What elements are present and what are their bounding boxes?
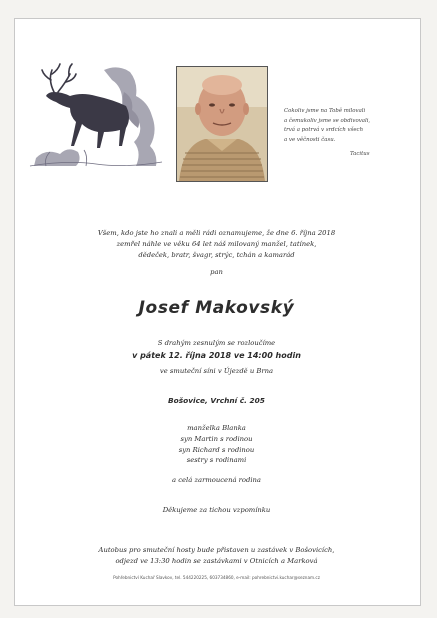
mourner: syn Richard s rodinou (178, 445, 255, 454)
pan-label: pan (210, 268, 223, 276)
quote-line: a čemukoliv jsme se obdivovali, (284, 117, 371, 124)
footer-contact: Pohřebnictví Kuchař Slavkov, tel. 544220225, 603734860, e-mail: pohrebnictvi.kuchar@seznam.cz (113, 575, 320, 580)
address: Bošovice, Vrchní č. 205 (168, 396, 265, 405)
bus-line: Autobus pro smuteční hosty bude přistaven u zastávek v Bošovicích, (98, 546, 335, 554)
farewell-datetime: v pátek 12. října 2018 ve 14:00 hodin (132, 351, 301, 360)
bus-info (14, 545, 419, 567)
quote-line: a ve věčnosti času. (284, 136, 336, 143)
mourner: sestry s rodinami (186, 456, 247, 465)
announcement-line: Všem, kdo jste ho znali a měli rádi oznamujeme, že dne 6. října 2018 (97, 229, 336, 237)
quote-author: Tacitus (350, 151, 370, 158)
quote-line: trvá a potrvá v srdcích všech (284, 127, 364, 134)
announcement-line: dědeček, bratr, švagr, strýc, tchán a kamarád (138, 250, 295, 259)
portrait-icon (177, 67, 267, 181)
farewell-place: ve smuteční síni v Újezdě u Brna (159, 367, 274, 375)
mourners-list (14, 423, 419, 466)
mourner: manželka Blanka (187, 424, 246, 432)
quote-block (284, 107, 404, 160)
thanks-line: Děkujeme za tichou vzpomínku (162, 506, 271, 514)
announcement-text (14, 228, 419, 260)
bus-line: odjezd ve 13:30 hodin se zastávkami v Otnicích a Marková (115, 556, 318, 565)
mourner: syn Martin s rodinou (180, 434, 253, 443)
announcement-line: zemřel náhle ve věku 64 let náš milovaný manžel, tatínek, (116, 239, 317, 248)
family-line: a celá zarmoucená rodina (172, 476, 261, 484)
portrait-photo (176, 66, 268, 182)
deceased-name: Josef Makovský (138, 298, 295, 318)
deer-illustration-icon (26, 62, 166, 176)
quote-line: Cokoliv jsme na Tobě milovali (284, 108, 366, 114)
farewell-intro: S drahým zesnulým se rozloučíme (157, 339, 276, 347)
